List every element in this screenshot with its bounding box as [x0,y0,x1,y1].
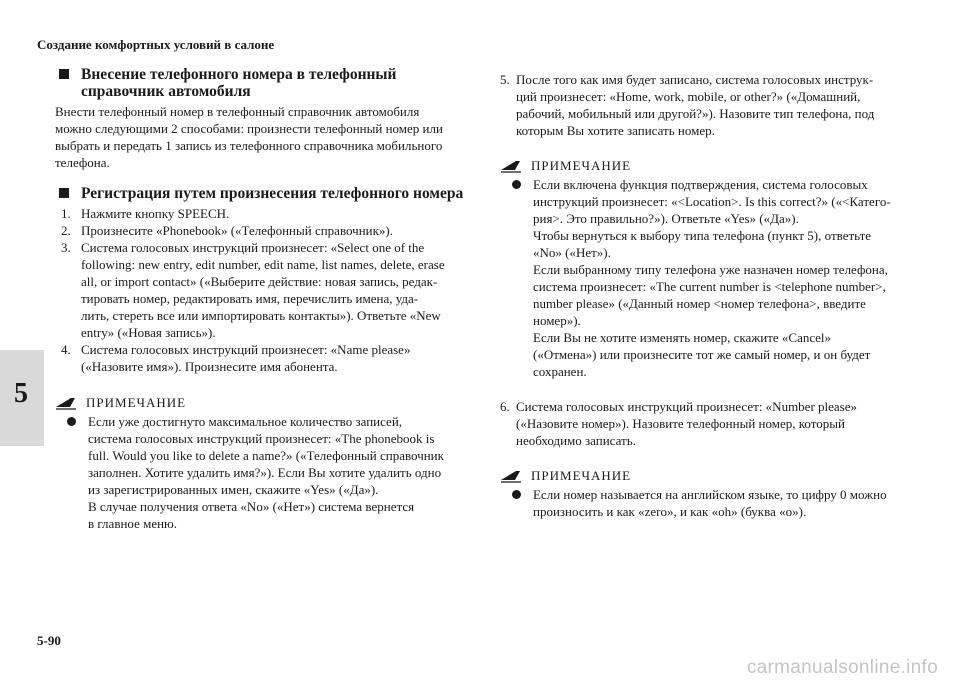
step-item [500,71,900,139]
step-number: 5. [500,72,510,87]
pencil-note-icon [55,395,79,411]
note-line: Если Вы не хотите изменять номер, скажите «Cancel» [533,330,832,345]
step-item [500,398,900,449]
step-line: рабочий, мобильный или другой?»). Назовите тип телефона, под [516,106,875,121]
note-line: сохранен. [533,364,587,379]
step-number: 4. [61,342,71,357]
step-line: Система голосовых инструкций произнесет: «Select one of the [81,240,425,255]
note-line: «No» («Нет»). [533,245,611,260]
text-line: телефона. [55,155,110,170]
step-line: all, or import contact» («Выберите действие: новая запись, редак- [81,274,438,289]
step-line: («Назовите номер»). Назовите телефонный номер, который [516,416,845,431]
bullet-dot-icon [512,490,521,499]
intro-paragraph [55,103,455,171]
right-column [500,71,900,520]
note-line: Если включена функция подтверждения, система голосовых [533,177,868,192]
note-bullet-item [55,413,455,532]
step-item [61,239,455,341]
step-line: После того как имя будет записано, система голосовых инструк- [516,72,874,87]
note-line: произносить и как «zero», и как «oh» (буква «o»). [533,504,807,519]
step-line: Система голосовых инструкций произнесет: «Number please» [516,399,858,414]
running-header: Создание комфортных условий в салоне [37,37,275,52]
step-line: Система голосовых инструкций произнесет: «Name please» [81,342,411,357]
note-label: ПРИМЕЧАНИЕ [531,158,632,173]
chapter-number: 5 [14,378,28,409]
note-header [500,467,900,484]
note-line: («Отмена») или произнесите тот же самый номер, и он будет [533,347,871,362]
pencil-note-icon [500,158,524,174]
heading-line: справочник автомобиля [81,83,251,100]
step-item [61,341,455,375]
step-line: Произнесите «Phonebook» («Телефонный справочник»). [81,223,394,238]
note-line: рия>. Это правильно?»). Ответьте «Yes» («Да»). [533,211,799,226]
step-item [61,222,455,239]
step-number: 6. [500,399,510,414]
note-line: Если номер называется на английском языке, то цифру 0 можно [533,487,887,502]
note-line: из зарегистрированных имен, скажите «Yes» («Да»). [88,482,379,497]
step-number: 1. [61,206,71,221]
step-line: entry» («Новая запись»). [81,325,216,340]
note-line: Если уже достигнуто максимальное количество записей, [88,414,403,429]
page-number: 5-90 [37,633,61,648]
note-line: заполнен. Хотите удалить имя?»). Если Вы хотите удалить одно [88,465,442,480]
step-number: 2. [61,223,71,238]
section-heading-voice-registration [55,185,464,202]
note-block [500,157,900,380]
heading-line: Внесение телефонного номера в телефонный [81,66,397,83]
left-column [55,66,464,532]
watermark: carmanualsonline.info [746,657,938,678]
step-line: тировать номер, редактировать имя, перечислить имена, уда- [81,291,419,306]
note-line: система произнесет: «The current number is <telephone number>, [533,279,886,294]
step-line: необходимо записать. [516,433,636,448]
bullet-dot-icon [67,417,76,426]
note-label: ПРИМЕЧАНИЕ [531,468,632,483]
note-block [55,394,455,532]
note-line: Чтобы вернуться к выбору типа телефона (пункт 5), ответьте [533,228,872,243]
step-number: 3. [61,240,71,255]
note-line: number please» («Данный номер <номер телефона>, введите [533,296,866,311]
step-line: ций произнесет: «Home, work, mobile, or other?» («Домашний, [516,89,861,104]
note-bullet-item [500,176,900,380]
note-bullet-item [500,486,900,520]
note-line: номер»). [533,313,581,328]
note-line: система голосовых инструкций произнесет: «The phonebook is [88,431,435,446]
text-line: выбрать и передать 1 запись из телефонного справочника мобильного [55,138,443,153]
note-line: инструкций произнесет: «<Location>. Is this correct?» («<Катего- [533,194,891,209]
text-line: можно следующими 2 способами: произнести телефонный номер или [55,121,443,136]
note-label: ПРИМЕЧАНИЕ [86,395,187,410]
square-bullet-icon [59,188,69,198]
note-block [500,467,900,520]
step-line: Нажмите кнопку SPEECH. [81,206,230,221]
section-heading-add-number [55,66,455,100]
step-item [61,205,455,222]
note-line: Если выбранному типу телефона уже назначен номер телефона, [533,262,888,277]
text-line: Внести телефонный номер в телефонный справочник автомобиля [55,104,420,119]
heading-line: Регистрация путем произнесения телефонного номера [81,185,464,202]
pencil-note-icon [500,468,524,484]
square-bullet-icon [59,69,69,79]
bullet-dot-icon [512,180,521,189]
step-line: («Назовите имя»). Произнесите имя абонента. [81,359,338,374]
step-line: following: new entry, edit number, edit name, list names, delete, erase [81,257,445,272]
note-line: в главное меню. [88,516,178,531]
note-header [55,394,455,411]
steps-list [61,205,455,375]
note-line: В случае получения ответа «No» («Нет») система вернется [88,499,415,514]
note-line: full. Would you like to delete a name?» («Телефонный справочник [88,448,444,463]
step-line: которым Вы хотите записать номер. [516,123,715,138]
note-header [500,157,900,174]
step-line: лить, стереть все или импортировать контакты»). Ответьте «New [81,308,441,323]
